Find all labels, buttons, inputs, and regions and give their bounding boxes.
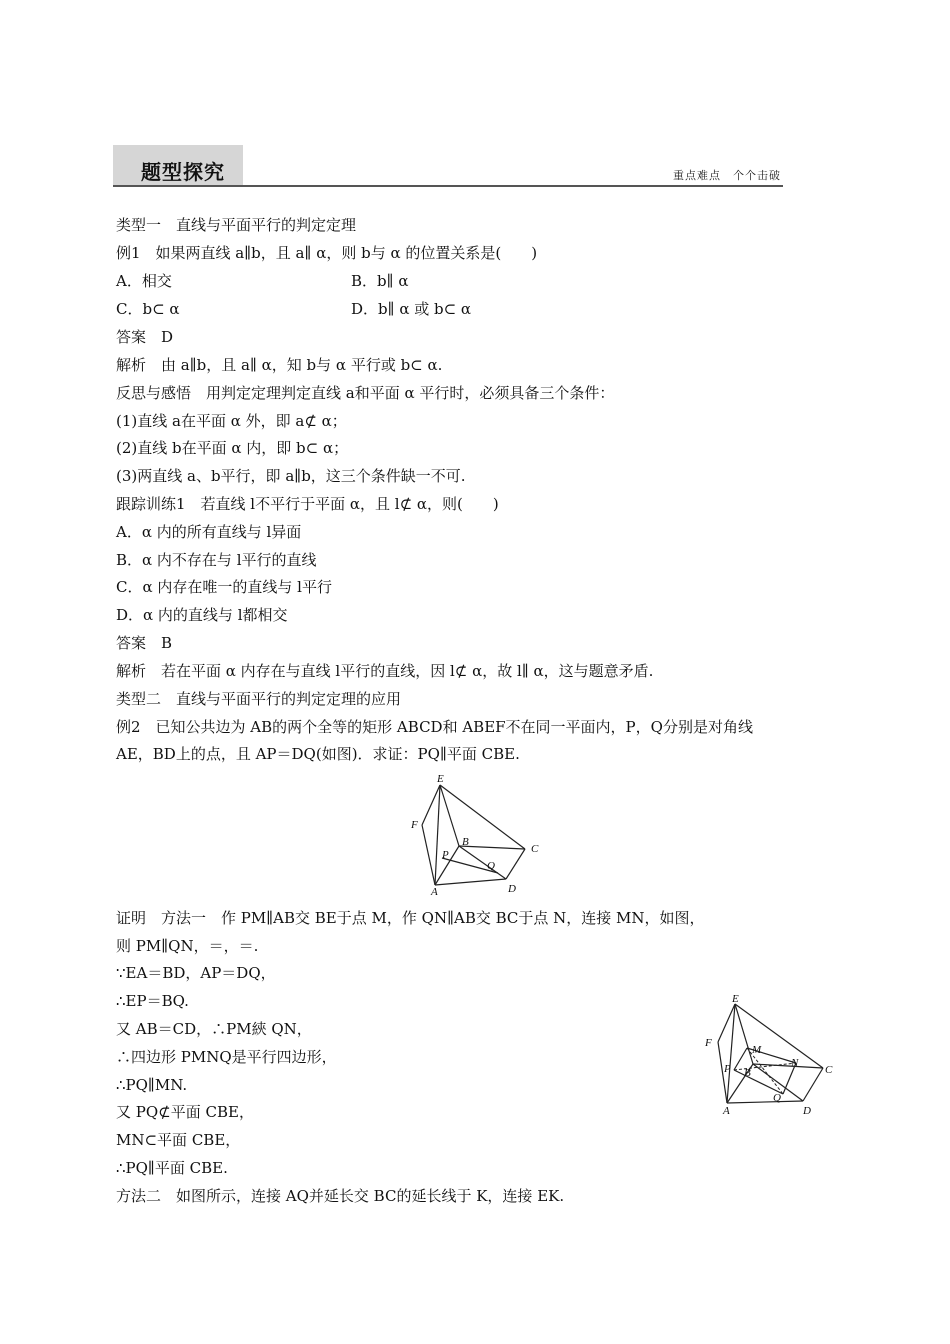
- analysis-1: 解析 由 a∥b，且 a∥ α，知 b与 α 平行或 b⊂ α.: [116, 356, 443, 374]
- example-2-line-1: 例2 已知公共边为 AB的两个全等的矩形 ABCD和 ABEF不在同一平面内，P，Q分别是对角线: [116, 718, 753, 736]
- fig2-label-m: M: [752, 1044, 762, 1056]
- analysis-2: 解析 若在平面 α 内存在与直线 l平行的直线，因 l⊄ α，故 l∥ α，这与题意矛盾.: [116, 662, 654, 680]
- proof-step-9: ∴PQ∥平面 CBE.: [116, 1159, 228, 1177]
- answer-1: 答案 D: [116, 328, 174, 346]
- fig1-label-f: F: [411, 819, 418, 831]
- option-a: A．相交: [116, 272, 172, 290]
- proof-step-5: ∴四边形 PMNQ是平行四边形，: [116, 1048, 337, 1066]
- fig1-label-c: C: [531, 843, 539, 855]
- proof-step-3: ∴EP＝BQ.: [116, 992, 189, 1010]
- condition-2: (2)直线 b在平面 α 内，即 b⊂ α；: [116, 439, 349, 457]
- proof-step-4: 又 AB＝CD，∴PM綊 QN，: [116, 1020, 312, 1038]
- example-1: 例1 如果两直线 a∥b，且 a∥ α，则 b与 α 的位置关系是( ): [116, 244, 538, 262]
- banner-rule: [113, 185, 783, 187]
- type-two-heading: 类型二 直线与平面平行的判定定理的应用: [116, 690, 402, 708]
- section-banner: [113, 145, 783, 188]
- figure-proof: [697, 990, 842, 1120]
- fig1-label-p: P: [442, 849, 449, 861]
- fig2-label-f: F: [705, 1037, 712, 1049]
- fig1-label-d: D: [508, 883, 516, 895]
- option-d: D．b∥ α 或 b⊂ α: [351, 300, 472, 318]
- reflection: 反思与感悟 用判定定理判定直线 a和平面 α 平行时，必须具备三个条件：: [116, 384, 615, 402]
- fig2-label-d: D: [803, 1105, 811, 1117]
- fig2-label-b: B: [744, 1067, 751, 1079]
- practice-option-c: C．α 内存在唯一的直线与 l平行: [116, 578, 332, 596]
- proof-step-2: ∵EA＝BD，AP＝DQ，: [116, 964, 276, 982]
- fig1-label-e: E: [437, 773, 444, 785]
- practice-1: 跟踪训练1 若直线 l不平行于平面 α，且 l⊄ α，则( ): [116, 495, 499, 513]
- proof-step-8: MN⊂平面 CBE，: [116, 1131, 241, 1149]
- fig2-label-n: N: [791, 1057, 799, 1069]
- fig1-label-b: B: [462, 836, 469, 848]
- banner-right-label: 重点难点 个个击破: [673, 169, 781, 182]
- proof-method-2: 方法二 如图所示，连接 AQ并延长交 BC的延长线于 K，连接 EK.: [116, 1187, 565, 1205]
- proof-step-6: ∴PQ∥MN.: [116, 1076, 188, 1094]
- fig2-label-c: C: [825, 1064, 833, 1076]
- section-title: 题型探究: [141, 160, 225, 184]
- practice-option-a: A．α 内的所有直线与 l异面: [116, 523, 302, 541]
- practice-option-b: B．α 内不存在与 l平行的直线: [116, 551, 317, 569]
- option-b: B．b∥ α: [351, 272, 409, 290]
- condition-3: (3)两直线 a、b平行，即 a∥b，这三个条件缺一不可.: [116, 467, 466, 485]
- fig2-label-p: P: [724, 1063, 731, 1075]
- figure-example-2: [405, 772, 550, 897]
- example-2-line-2: AE，BD上的点，且 AP＝DQ(如图)．求证：PQ∥平面 CBE.: [116, 745, 520, 763]
- fig2-label-e: E: [732, 993, 739, 1005]
- proof-step-1: 则 PM∥QN，＝，＝.: [116, 937, 259, 955]
- fig1-label-q: Q: [487, 860, 495, 872]
- practice-option-d: D．α 内的直线与 l都相交: [116, 606, 288, 624]
- proof-method-1: 证明 方法一 作 PM∥AB交 BE于点 M，作 QN∥AB交 BC于点 N，连接 MN，如图，: [116, 909, 705, 927]
- answer-2: 答案 B: [116, 634, 173, 652]
- condition-1: (1)直线 a在平面 α 外，即 a⊄ α；: [116, 412, 347, 430]
- option-c: C．b⊂ α: [116, 300, 180, 318]
- fig2-label-a: A: [723, 1105, 730, 1117]
- proof-step-7: 又 PQ⊄平面 CBE，: [116, 1103, 254, 1121]
- fig2-label-q: Q: [773, 1092, 781, 1104]
- type-one-heading: 类型一 直线与平面平行的判定定理: [116, 216, 357, 234]
- fig1-label-a: A: [431, 886, 438, 897]
